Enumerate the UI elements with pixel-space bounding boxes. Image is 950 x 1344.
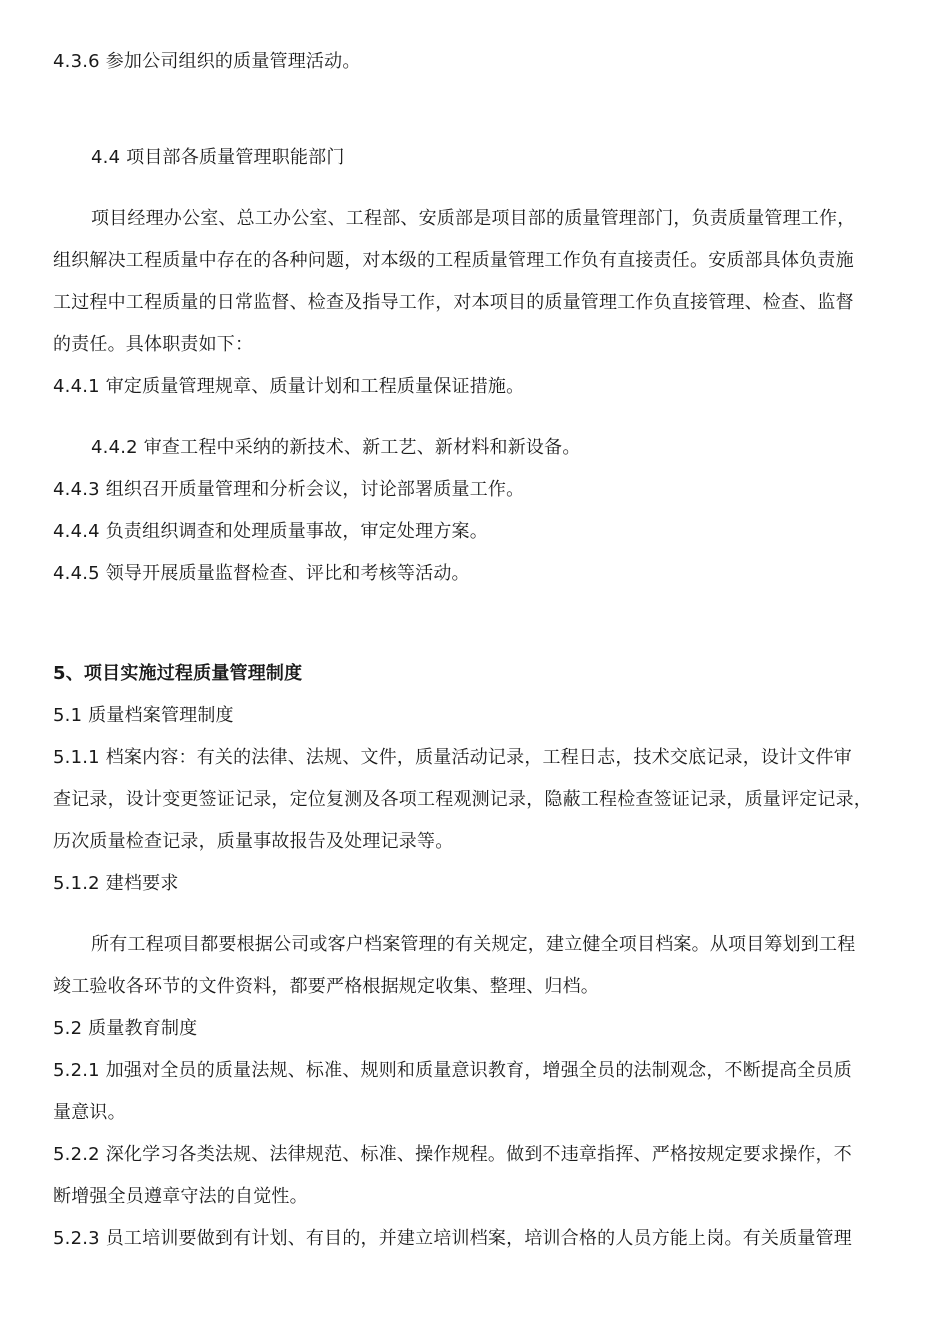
clause-5-1-2: 5.1.2 建档要求 — [53, 873, 179, 894]
paragraph-4-4-line-1: 项目经理办公室、总工办公室、工程部、安质部是项目部的质量管理部门，负责质量管理工作， — [91, 208, 856, 229]
paragraph-4-4-line-2: 组织解决工程质量中存在的各种问题，对本级的工程质量管理工作负有直接责任。安质部具体负责施 — [53, 250, 854, 271]
clause-4-4-5: 4.4.5 领导开展质量监督检查、评比和考核等活动。 — [53, 563, 470, 584]
section-heading-5-1: 5.1 质量档案管理制度 — [53, 705, 234, 726]
paragraph-4-4-line-3: 工过程中工程质量的日常监督、检查及指导工作，对本项目的质量管理工作负直接管理、检查、监督 — [53, 292, 854, 313]
clause-4-4-1: 4.4.1 审定质量管理规章、质量计划和工程质量保证措施。 — [53, 376, 525, 397]
section-heading-5: 5、项目实施过程质量管理制度 — [53, 663, 303, 684]
paragraph-5-1-2-line-1: 所有工程项目都要根据公司或客户档案管理的有关规定，建立健全项目档案。从项目筹划到工程 — [91, 934, 856, 955]
clause-5-1-1-line-3: 历次质量检查记录，质量事故报告及处理记录等。 — [53, 831, 454, 852]
paragraph-4-4-line-4: 的责任。具体职责如下： — [53, 334, 254, 355]
clause-4-4-4: 4.4.4 负责组织调查和处理质量事故，审定处理方案。 — [53, 521, 488, 542]
section-heading-5-2: 5.2 质量教育制度 — [53, 1018, 198, 1039]
clause-4-4-2: 4.4.2 审查工程中采纳的新技术、新工艺、新材料和新设备。 — [91, 437, 581, 458]
clause-5-2-2-line-1: 5.2.2 深化学习各类法规、法律规范、标准、操作规程。做到不违章指挥、严格按规定要求操作，不 — [53, 1144, 852, 1165]
clause-5-2-1-line-2: 量意识。 — [53, 1102, 126, 1123]
paragraph-5-1-2-line-2: 竣工验收各环节的文件资料，都要严格根据规定收集、整理、归档。 — [53, 976, 599, 997]
clause-5-2-2-line-2: 断增强全员遵章守法的自觉性。 — [53, 1186, 308, 1207]
section-heading-4-4: 4.4 项目部各质量管理职能部门 — [91, 147, 345, 168]
clause-5-1-1-line-1: 5.1.1 档案内容：有关的法律、法规、文件，质量活动记录，工程日志，技术交底记录，设计文件审 — [53, 747, 852, 768]
clause-4-4-3: 4.4.3 组织召开质量管理和分析会议，讨论部署质量工作。 — [53, 479, 525, 500]
clause-5-1-1-line-2: 查记录，设计变更签证记录，定位复测及各项工程观测记录，隐蔽工程检查签证记录，质量评定记录， — [53, 789, 872, 810]
clause-5-2-1-line-1: 5.2.1 加强对全员的质量法规、标准、规则和质量意识教育，增强全员的法制观念，不断提高全员质 — [53, 1060, 852, 1081]
clause-4-3-6: 4.3.6 参加公司组织的质量管理活动。 — [53, 51, 361, 72]
clause-5-2-3-line-1: 5.2.3 员工培训要做到有计划、有目的，并建立培训档案，培训合格的人员方能上岗。有关质量管理 — [53, 1228, 852, 1249]
